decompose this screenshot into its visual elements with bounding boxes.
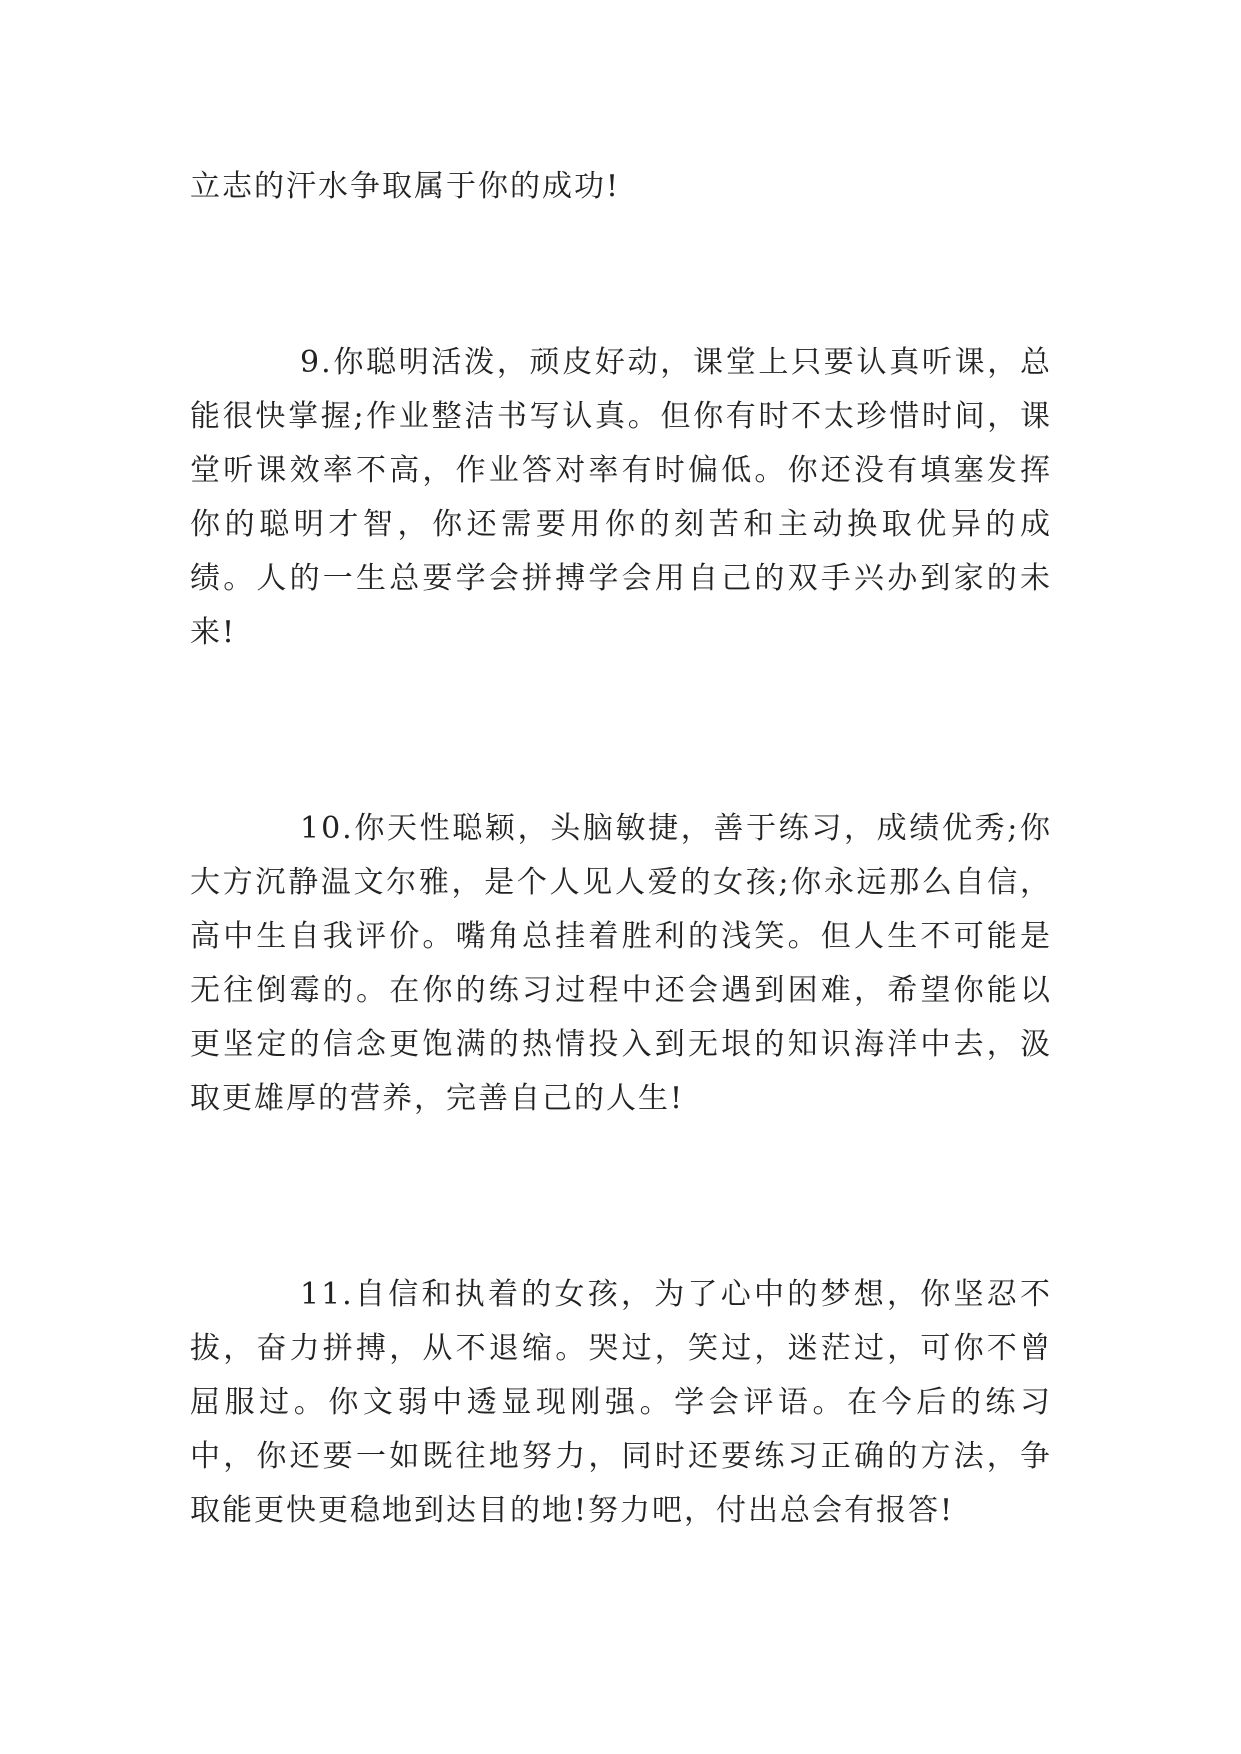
paragraph-item-11: 11.自信和执着的女孩，为了心中的梦想，你坚忍不拔，奋力拼搏，从不退缩。哭过，笑过，迷茫过，可你不曾屈服过。你文弱中透显现刚强。学会评语。在今后的练习中，你还要一如既往地努力，同时还要练习正确的方法，争取能更快更稳地到达目的地!努力吧，付出总会有报答! bbox=[190, 1277, 1052, 1528]
paragraph-continuation: 立志的汗水争取属于你的成功! bbox=[190, 169, 621, 204]
paragraph-item-9: 9.你聪明活泼，顽皮好动，课堂上只要认真听课，总能很快掌握;作业整洁书写认真。但你有时不太珍惜时间，课堂听课效率不高，作业答对率有时偏低。你还没有填塞发挥你的聪明才智，你还需要用你的刻苦和主动换取优异的成绩。人的一生总要学会拼搏学会用自己的双手兴办到家的未来! bbox=[190, 345, 1052, 650]
paragraph-item-10: 10.你天性聪颖，头脑敏捷，善于练习，成绩优秀;你大方沉静温文尔雅，是个人见人爱的女孩;你永远那么自信，高中生自我评价。嘴角总挂着胜利的浅笑。但人生不可能是无往倒霉的。在你的练习过程中还会遇到困难，希望你能以更坚定的信念更饱满的热情投入到无垠的知识海洋中去，汲取更雄厚的营养，完善自己的人生! bbox=[190, 811, 1052, 1116]
